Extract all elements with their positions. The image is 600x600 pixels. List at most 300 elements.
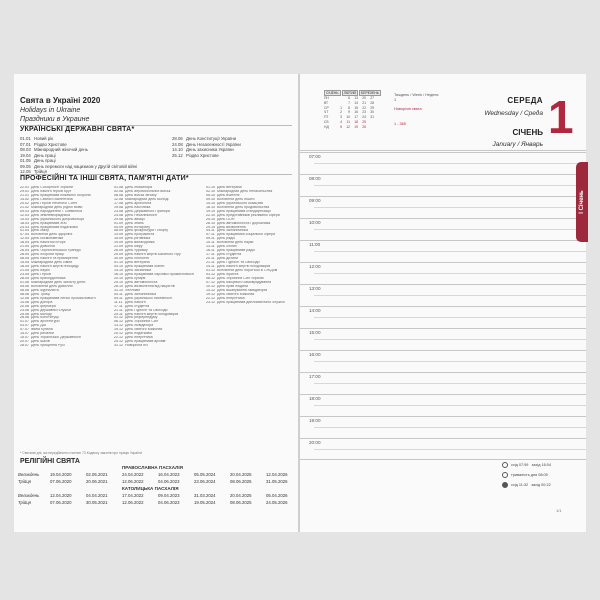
holiday-date: 14.12 xyxy=(206,288,215,292)
holiday-name: День шахів xyxy=(30,340,50,344)
holiday-date: 28.06 xyxy=(20,316,29,320)
holiday-date: 18.05 xyxy=(20,265,29,269)
holiday-name: День авіації xyxy=(124,217,145,221)
mini-calendar-day: 2 xyxy=(340,110,342,115)
holiday-date: 14.02 xyxy=(20,197,29,201)
holiday-name: День прикордонника xyxy=(30,276,66,280)
holiday-name: День туризму xyxy=(124,249,148,253)
hour-label: 20:00 xyxy=(309,440,321,445)
religious-row-label: Великдень xyxy=(18,472,40,477)
holiday-date: 20.11 xyxy=(206,257,215,261)
hour-label: 08:00 xyxy=(309,176,321,181)
mini-calendar-tab: СІЧЕНЬ xyxy=(326,91,339,95)
hour-line xyxy=(300,416,586,417)
holiday-date: 21.02 xyxy=(20,205,29,209)
holiday-date: 17.11 xyxy=(206,253,215,257)
holiday-date: 31.10 xyxy=(114,288,123,292)
hour-label: 15:00 xyxy=(309,330,321,335)
half-hour-line xyxy=(314,207,586,208)
holiday-name: День Незалежності України xyxy=(186,141,241,147)
mini-calendar-day: 29 xyxy=(370,105,374,110)
holiday-date: 14.10 xyxy=(206,201,215,205)
holiday-name: День науки xyxy=(30,269,50,273)
weekday-name: СЕРЕДА xyxy=(507,96,543,105)
religious-date: 08.06.2025 xyxy=(230,500,252,505)
weekday-abbr: ПТ xyxy=(324,115,329,120)
holiday-name: День перемоги над нацизмом у Другій світовій війні xyxy=(34,163,138,169)
holiday-name: День податкової xyxy=(124,332,153,336)
hour-line xyxy=(300,240,586,241)
holiday-date: 12.05 xyxy=(20,169,31,174)
holiday-date: 28.10 xyxy=(114,284,123,288)
holiday-name: День ліквідатора xyxy=(124,324,154,328)
religious-date: 05.05.2024 xyxy=(194,472,216,477)
holiday-date: 20.10 xyxy=(114,276,123,280)
holiday-name: День Соборності України xyxy=(30,186,73,189)
holiday-name: День працівників харчової промисловості xyxy=(124,272,195,276)
holiday-date: 04.11 xyxy=(206,229,215,233)
mini-calendar-day: 15 xyxy=(354,105,358,110)
holiday-date: 25.11 xyxy=(114,312,123,316)
religious-holidays-heading: РЕЛІГІЙНІ СВЯТА xyxy=(20,458,80,465)
hour-line xyxy=(300,284,586,285)
mini-calendar-day: 24 xyxy=(362,115,366,120)
weekday-abbr: ПН xyxy=(324,96,329,100)
holiday-date: 19.12 xyxy=(114,328,123,332)
holiday-date: 14.07 xyxy=(20,332,29,336)
religious-date: 09.04.2023 xyxy=(158,493,180,498)
holiday-name: Міжнародний день захисту дітей xyxy=(30,280,86,284)
holiday-name: День захисника xyxy=(124,269,152,273)
religious-date: 24.05.2026 xyxy=(266,500,288,505)
holiday-date: 15.09 xyxy=(114,237,123,241)
mini-calendar-day: 30 xyxy=(370,110,374,115)
religious-date: 05.04.2026 xyxy=(266,493,288,498)
holiday-name: День Трійці xyxy=(30,292,50,296)
moonrise-time: схід 11:32 xyxy=(511,483,529,487)
holiday-date: 24.10 xyxy=(206,217,215,221)
holiday-name: Міжнародний день рідної мови xyxy=(30,205,83,209)
hour-line xyxy=(300,328,586,329)
holiday-date: 01.09 xyxy=(114,221,123,225)
religious-date: 07.06.2020 xyxy=(50,479,72,484)
holiday-name: Івана Купала xyxy=(30,328,53,332)
holiday-name: День визволення xyxy=(216,225,246,229)
hour-label: 18:00 xyxy=(309,396,321,401)
holiday-name: День кухаря xyxy=(124,276,146,280)
half-hour-line xyxy=(314,251,586,252)
mini-calendar-day: 21 xyxy=(362,100,366,105)
religious-date: 20.04.2025 xyxy=(230,472,252,477)
holiday-name: Різдво Христове xyxy=(34,141,67,147)
holiday-date: 18.03 xyxy=(20,221,29,225)
holiday-name: День Чорнобильської трагедії xyxy=(30,249,81,253)
holiday-name: День ДАІ xyxy=(30,324,47,328)
mini-calendar-day: 9 xyxy=(348,110,350,115)
mini-calendar-day: 14 xyxy=(354,100,358,105)
holiday-date: 17.11 xyxy=(114,304,123,308)
holiday-name: День рибалки xyxy=(30,332,54,336)
religious-date: 12.04.2026 xyxy=(266,472,288,477)
holiday-entry xyxy=(172,153,241,159)
hour-label: 16:00 xyxy=(309,352,321,357)
weekday-abbr: СР xyxy=(324,105,329,110)
holiday-date: 08.06 xyxy=(20,292,29,296)
holiday-date: 21.04 xyxy=(20,245,29,249)
holiday-name: День місцевого самоврядування xyxy=(216,280,272,284)
holiday-name: День пам'яті жертв Бабиного Яру xyxy=(124,253,181,257)
holiday-date: 13.11 xyxy=(206,245,215,249)
holiday-name: День миру xyxy=(124,245,143,249)
holiday-date: 23.08 xyxy=(114,209,123,213)
mini-calendar-grid xyxy=(324,96,386,130)
state-holidays-list-left xyxy=(20,136,137,175)
holiday-name: День пам'яті жертв голодоморів xyxy=(124,312,179,316)
holiday-name: День ветерана xyxy=(124,261,150,265)
holiday-name: День донора xyxy=(30,300,53,304)
holiday-name: День військ зв'язку xyxy=(124,193,157,197)
holiday-date: 07.04 xyxy=(20,233,29,237)
holiday-name: День радіо xyxy=(216,237,236,241)
holiday-name: Всесвітній день здоров'я xyxy=(30,233,73,237)
mini-calendar-day: 10 xyxy=(346,115,350,120)
holiday-date: 01.04 xyxy=(20,229,29,233)
holiday-name: Міжнародний день ненасильства xyxy=(216,189,273,193)
holiday-date: 16.10 xyxy=(206,205,215,209)
holiday-date: 22.12 xyxy=(206,296,215,300)
holiday-date: 16.11 xyxy=(206,249,215,253)
holiday-date: 08.05 xyxy=(20,257,29,261)
daylight-icon xyxy=(502,472,508,478)
weekday-name-alt: Wednesday / Среда xyxy=(484,110,543,117)
divider xyxy=(300,150,586,151)
holiday-date: 20.06 xyxy=(20,304,29,308)
holiday-name: День працівників радіо xyxy=(216,249,256,253)
religious-date: 30.05.2021 xyxy=(86,500,108,505)
mini-calendar-day: 23 xyxy=(362,110,366,115)
holiday-date: 29.09 xyxy=(114,253,123,257)
mini-calendar-day: 16 xyxy=(354,110,358,115)
holiday-name: Міжнародний жіночий день xyxy=(34,147,88,152)
holiday-date: 07.07 xyxy=(20,328,29,332)
hour-label: 19:00 xyxy=(309,418,321,423)
holiday-name: День Збройних Сил України xyxy=(216,276,264,280)
half-hour-line xyxy=(314,405,586,406)
mini-calendar-day: 19 xyxy=(354,124,358,129)
holiday-date: 23.06 xyxy=(20,308,29,312)
holiday-date: 11.11 xyxy=(114,300,123,304)
holiday-date: 24.12 xyxy=(114,340,123,344)
holiday-date: 25.06 xyxy=(20,312,29,316)
holiday-name: День хрещення Русі xyxy=(30,344,65,348)
religious-row-label: Трійця xyxy=(18,500,31,505)
holiday-name: День захисника України xyxy=(186,147,234,152)
half-hour-line xyxy=(314,295,586,296)
holiday-date: 12.04 xyxy=(20,237,29,241)
holiday-note: Новорічні свята xyxy=(394,107,422,111)
holiday-date: 22.01 xyxy=(20,186,29,189)
holiday-date: 04.11 xyxy=(114,292,123,296)
week-label: Тиждень / Week / Неделя xyxy=(394,93,439,97)
holiday-name: День залізничника xyxy=(124,292,156,296)
holiday-name: День українського добровольця xyxy=(30,217,85,221)
holiday-name: День українського козацтва xyxy=(216,201,263,205)
holiday-date: 30.09 xyxy=(114,257,123,261)
holiday-date: 06.12 xyxy=(114,320,123,324)
holiday-name: День бібліотек xyxy=(124,257,150,261)
religious-row xyxy=(18,472,294,479)
holiday-date: 10.11 xyxy=(206,241,215,245)
mini-calendar-day: 22 xyxy=(362,105,366,110)
religious-date: 17.04.2022 xyxy=(122,493,144,498)
mini-calendar-day: 25 xyxy=(362,119,366,124)
mini-calendar-day: 3 xyxy=(340,115,342,120)
mini-calendar-day: 18 xyxy=(354,119,358,124)
holiday-name: День землевпорядника xyxy=(30,213,70,217)
holiday-date: 09.03 xyxy=(20,209,29,213)
holiday-date: 26.04 xyxy=(20,249,29,253)
hour-label: 13:00 xyxy=(309,286,321,291)
holiday-name: День прав людини xyxy=(216,284,248,288)
holiday-date: 21.09 xyxy=(114,245,123,249)
holiday-name: Новорічна ніч xyxy=(124,344,148,348)
holiday-name: Всесвітній день боротьби зі СНІДом xyxy=(216,269,278,273)
hour-label: 14:00 xyxy=(309,308,321,313)
holiday-date: 24.08 xyxy=(114,213,123,217)
weekday-abbr: ВТ xyxy=(324,100,329,105)
holiday-date: 07.11 xyxy=(206,233,215,237)
mini-calendar-day: 1 xyxy=(340,105,342,110)
religious-date: 19.05.2024 xyxy=(194,500,216,505)
holiday-date: 20.07 xyxy=(20,340,29,344)
holiday-date: 04.10 xyxy=(114,265,123,269)
holiday-name: День вчителя xyxy=(216,193,240,197)
catholic-caption: КАТОЛИЦЬКА ПАСХАЛІЯ xyxy=(122,486,179,491)
holiday-name: День архітектури xyxy=(30,320,60,324)
holiday-name: Трійця xyxy=(34,169,47,174)
hour-label: 17:00 xyxy=(309,374,321,379)
mini-calendar-day: 8 xyxy=(348,105,350,110)
religious-row xyxy=(18,493,294,500)
holiday-date: 07.12 xyxy=(206,280,215,284)
mini-calendar-day: 17 xyxy=(354,115,358,120)
holiday-name: День нотаріату xyxy=(124,225,150,229)
holiday-date: 19.12 xyxy=(206,292,215,296)
weekday-abbr: НД xyxy=(324,124,329,129)
holiday-name: День працівника соціальної сфери xyxy=(216,233,276,237)
holiday-name: День державної служби xyxy=(30,308,71,312)
holiday-date: 01.07 xyxy=(20,320,29,324)
holiday-date: 04.09 xyxy=(114,225,123,229)
hour-line xyxy=(300,262,586,263)
page-number: 1/1 xyxy=(556,508,562,513)
holiday-date: 19.04 xyxy=(20,152,31,158)
mini-calendar-day: 12 xyxy=(346,124,350,129)
holiday-date: 03.12 xyxy=(206,272,215,276)
holiday-date: 06.06 xyxy=(20,288,29,292)
mini-calendar xyxy=(324,90,386,130)
holiday-name: День працівників архівів xyxy=(124,340,166,344)
holiday-date: 28.05 xyxy=(20,276,29,280)
day-length: тривалість дня 08:05 xyxy=(511,473,548,477)
holiday-name: День пам'яті жертв геноциду xyxy=(30,265,79,269)
religious-date: 02.05.2021 xyxy=(86,472,108,477)
holiday-name: День пам'яті героїв Крут xyxy=(30,189,72,193)
religious-date: 08.06.2025 xyxy=(230,479,252,484)
holiday-name: День Гідності та Свободи xyxy=(124,308,168,312)
holiday-name: День охорони праці xyxy=(30,253,64,257)
mini-calendar-day: 28 xyxy=(370,100,374,105)
half-hour-line xyxy=(314,185,586,186)
holiday-name: День залізничника xyxy=(216,229,248,233)
holiday-name: День сміху xyxy=(30,229,49,233)
holiday-date: 23.05 xyxy=(20,272,29,276)
weekday-abbr: ЧТ xyxy=(324,110,329,115)
moon-icon xyxy=(502,482,508,488)
holiday-date: 01.10 xyxy=(206,186,215,189)
mini-calendar-row xyxy=(324,125,386,130)
hour-line xyxy=(300,350,586,351)
right-page xyxy=(300,74,586,532)
holiday-date: 09.11 xyxy=(206,237,215,241)
holiday-name: День ООН xyxy=(216,217,235,221)
holiday-name: День пам'яті та примирення xyxy=(30,257,78,261)
holiday-date: 12.03 xyxy=(20,213,29,217)
half-hour-line xyxy=(314,229,586,230)
mini-calendar-day: 27 xyxy=(370,96,374,100)
holiday-date: 15.07 xyxy=(20,336,29,340)
holiday-date: 22.12 xyxy=(114,336,123,340)
half-hour-line xyxy=(314,383,586,384)
holiday-name: Всесвітній день довкілля xyxy=(30,284,73,288)
holiday-name: День сліпих xyxy=(216,245,237,249)
holiday-name: Всесвітній день пошти xyxy=(216,197,255,201)
holiday-date: 08.09 xyxy=(114,229,123,233)
holiday-name: День знань xyxy=(124,221,144,225)
weekday-abbr: СБ xyxy=(324,119,329,124)
holiday-name: День представників рекламної сфери xyxy=(216,213,280,217)
holiday-date: 09.10 xyxy=(206,197,215,201)
religious-row-label: Трійця xyxy=(18,479,31,484)
holiday-date: 23.12 xyxy=(206,300,215,304)
month-tab-label: I Січень xyxy=(579,190,585,214)
holiday-name: День святого Миколая xyxy=(124,328,163,332)
holidays-title: Свята в Україні 2020 xyxy=(20,96,101,105)
sun-icon xyxy=(502,462,508,468)
footnote: * Святкові дні, які передбачені статтею 73 Кодексу законів про працю України xyxy=(20,451,143,455)
holiday-name: День молоді xyxy=(30,312,52,316)
holiday-date: 24.08 xyxy=(172,141,183,147)
holiday-date: 10.12 xyxy=(206,284,215,288)
holiday-name: День працівників дипломатичної служби xyxy=(216,300,285,304)
holiday-name: День референдуму xyxy=(124,316,158,320)
religious-date: 04.06.2023 xyxy=(158,500,180,505)
holiday-date: 20.12 xyxy=(114,332,123,336)
mini-calendar-day: 26 xyxy=(362,124,366,129)
holiday-date: 29.10 xyxy=(206,225,215,229)
day-number: 1 xyxy=(548,91,574,143)
holiday-name: День автомобіліста xyxy=(124,280,158,284)
holidays-header xyxy=(20,96,290,124)
holiday-date: 26.09 xyxy=(114,249,123,253)
holiday-entry xyxy=(206,301,296,305)
holiday-date: 05.10 xyxy=(206,193,215,197)
holiday-name: День Конституції України xyxy=(186,136,237,141)
holiday-name: День студента xyxy=(216,253,242,257)
holiday-name: День Конституції xyxy=(30,316,60,320)
holiday-name: Хелловін xyxy=(124,288,141,292)
holidays-subtitle-en: Holidays in Ukraine xyxy=(20,107,81,114)
hour-line xyxy=(300,306,586,307)
mini-calendar-day: 5 xyxy=(340,124,342,129)
religious-date: 16.04.2023 xyxy=(158,472,180,477)
day-counter: 1 - 365 xyxy=(394,122,406,126)
holiday-date: 28.04 xyxy=(20,253,29,257)
holiday-date: 28.06 xyxy=(172,136,183,141)
holiday-date: 17.08 xyxy=(114,201,123,205)
mini-calendar-tab: ЛЮТИЙ xyxy=(343,91,356,95)
mini-calendar-day: 20 xyxy=(362,96,366,100)
holiday-date: 15.05 xyxy=(20,261,29,265)
religious-date: 12.06.2022 xyxy=(122,479,144,484)
holiday-date: 25.12 xyxy=(172,152,183,158)
month-tab-january[interactable] xyxy=(576,162,588,242)
hour-line xyxy=(300,152,586,153)
holiday-name: День Української Державності xyxy=(30,336,82,340)
holiday-date: 06.12 xyxy=(206,276,215,280)
holiday-date: 01.05 xyxy=(20,158,31,163)
mini-calendar-day: 6 xyxy=(348,96,350,100)
holiday-date: 29.08 xyxy=(114,217,123,221)
holiday-date: 28.07 xyxy=(20,344,29,348)
religious-date: 04.04.2021 xyxy=(86,493,108,498)
holiday-name: День працівників ЖКГ xyxy=(30,221,68,225)
holiday-date: 01.10 xyxy=(114,261,123,265)
holiday-name: День пам'яті xyxy=(124,300,146,304)
holiday-name: День інкасатора xyxy=(124,186,153,189)
holiday-date: 05.06 xyxy=(20,284,29,288)
holiday-date: 31.12 xyxy=(114,344,123,348)
religious-row xyxy=(18,500,294,507)
half-hour-line xyxy=(314,427,586,428)
holiday-date: 13.09 xyxy=(114,233,123,237)
professional-holidays-col-3 xyxy=(206,186,296,305)
holiday-name: День святого Миколая xyxy=(216,292,255,296)
hour-line xyxy=(300,218,586,219)
holiday-date: 09.11 xyxy=(114,296,123,300)
holiday-name: День юриста xyxy=(216,272,239,276)
holiday-name: Всесвітній день продовольства xyxy=(216,205,270,209)
holiday-name: День фізкультури і спорту xyxy=(124,229,169,233)
holiday-name: День студента xyxy=(124,304,150,308)
holiday-name: День працівників легкої промисловості xyxy=(30,296,96,300)
holiday-name: День праці xyxy=(34,158,56,163)
holiday-name: День Державного Прапора xyxy=(124,209,170,213)
holiday-date: 24.11 xyxy=(206,265,215,269)
holiday-date: 14.10 xyxy=(114,269,123,273)
state-holidays-heading: УКРАЇНСЬКІ ДЕРЖАВНІ СВЯТА* xyxy=(20,126,135,133)
holiday-date: 19.09 xyxy=(114,241,123,245)
hour-line xyxy=(300,174,586,175)
holiday-name: День енергетика xyxy=(124,336,153,340)
holidays-subtitle-ru: Праздники в Украине xyxy=(20,116,90,123)
religious-date: 07.06.2020 xyxy=(50,500,72,505)
holiday-name: День аеромобільних військ xyxy=(124,189,171,193)
orthodox-caption: ПРАВОСЛАВНА ПАСХАЛІЯ xyxy=(122,465,183,470)
half-hour-line xyxy=(314,163,586,164)
holiday-name: День космонавтики xyxy=(30,237,64,241)
holiday-date: 21.05 xyxy=(20,269,29,273)
